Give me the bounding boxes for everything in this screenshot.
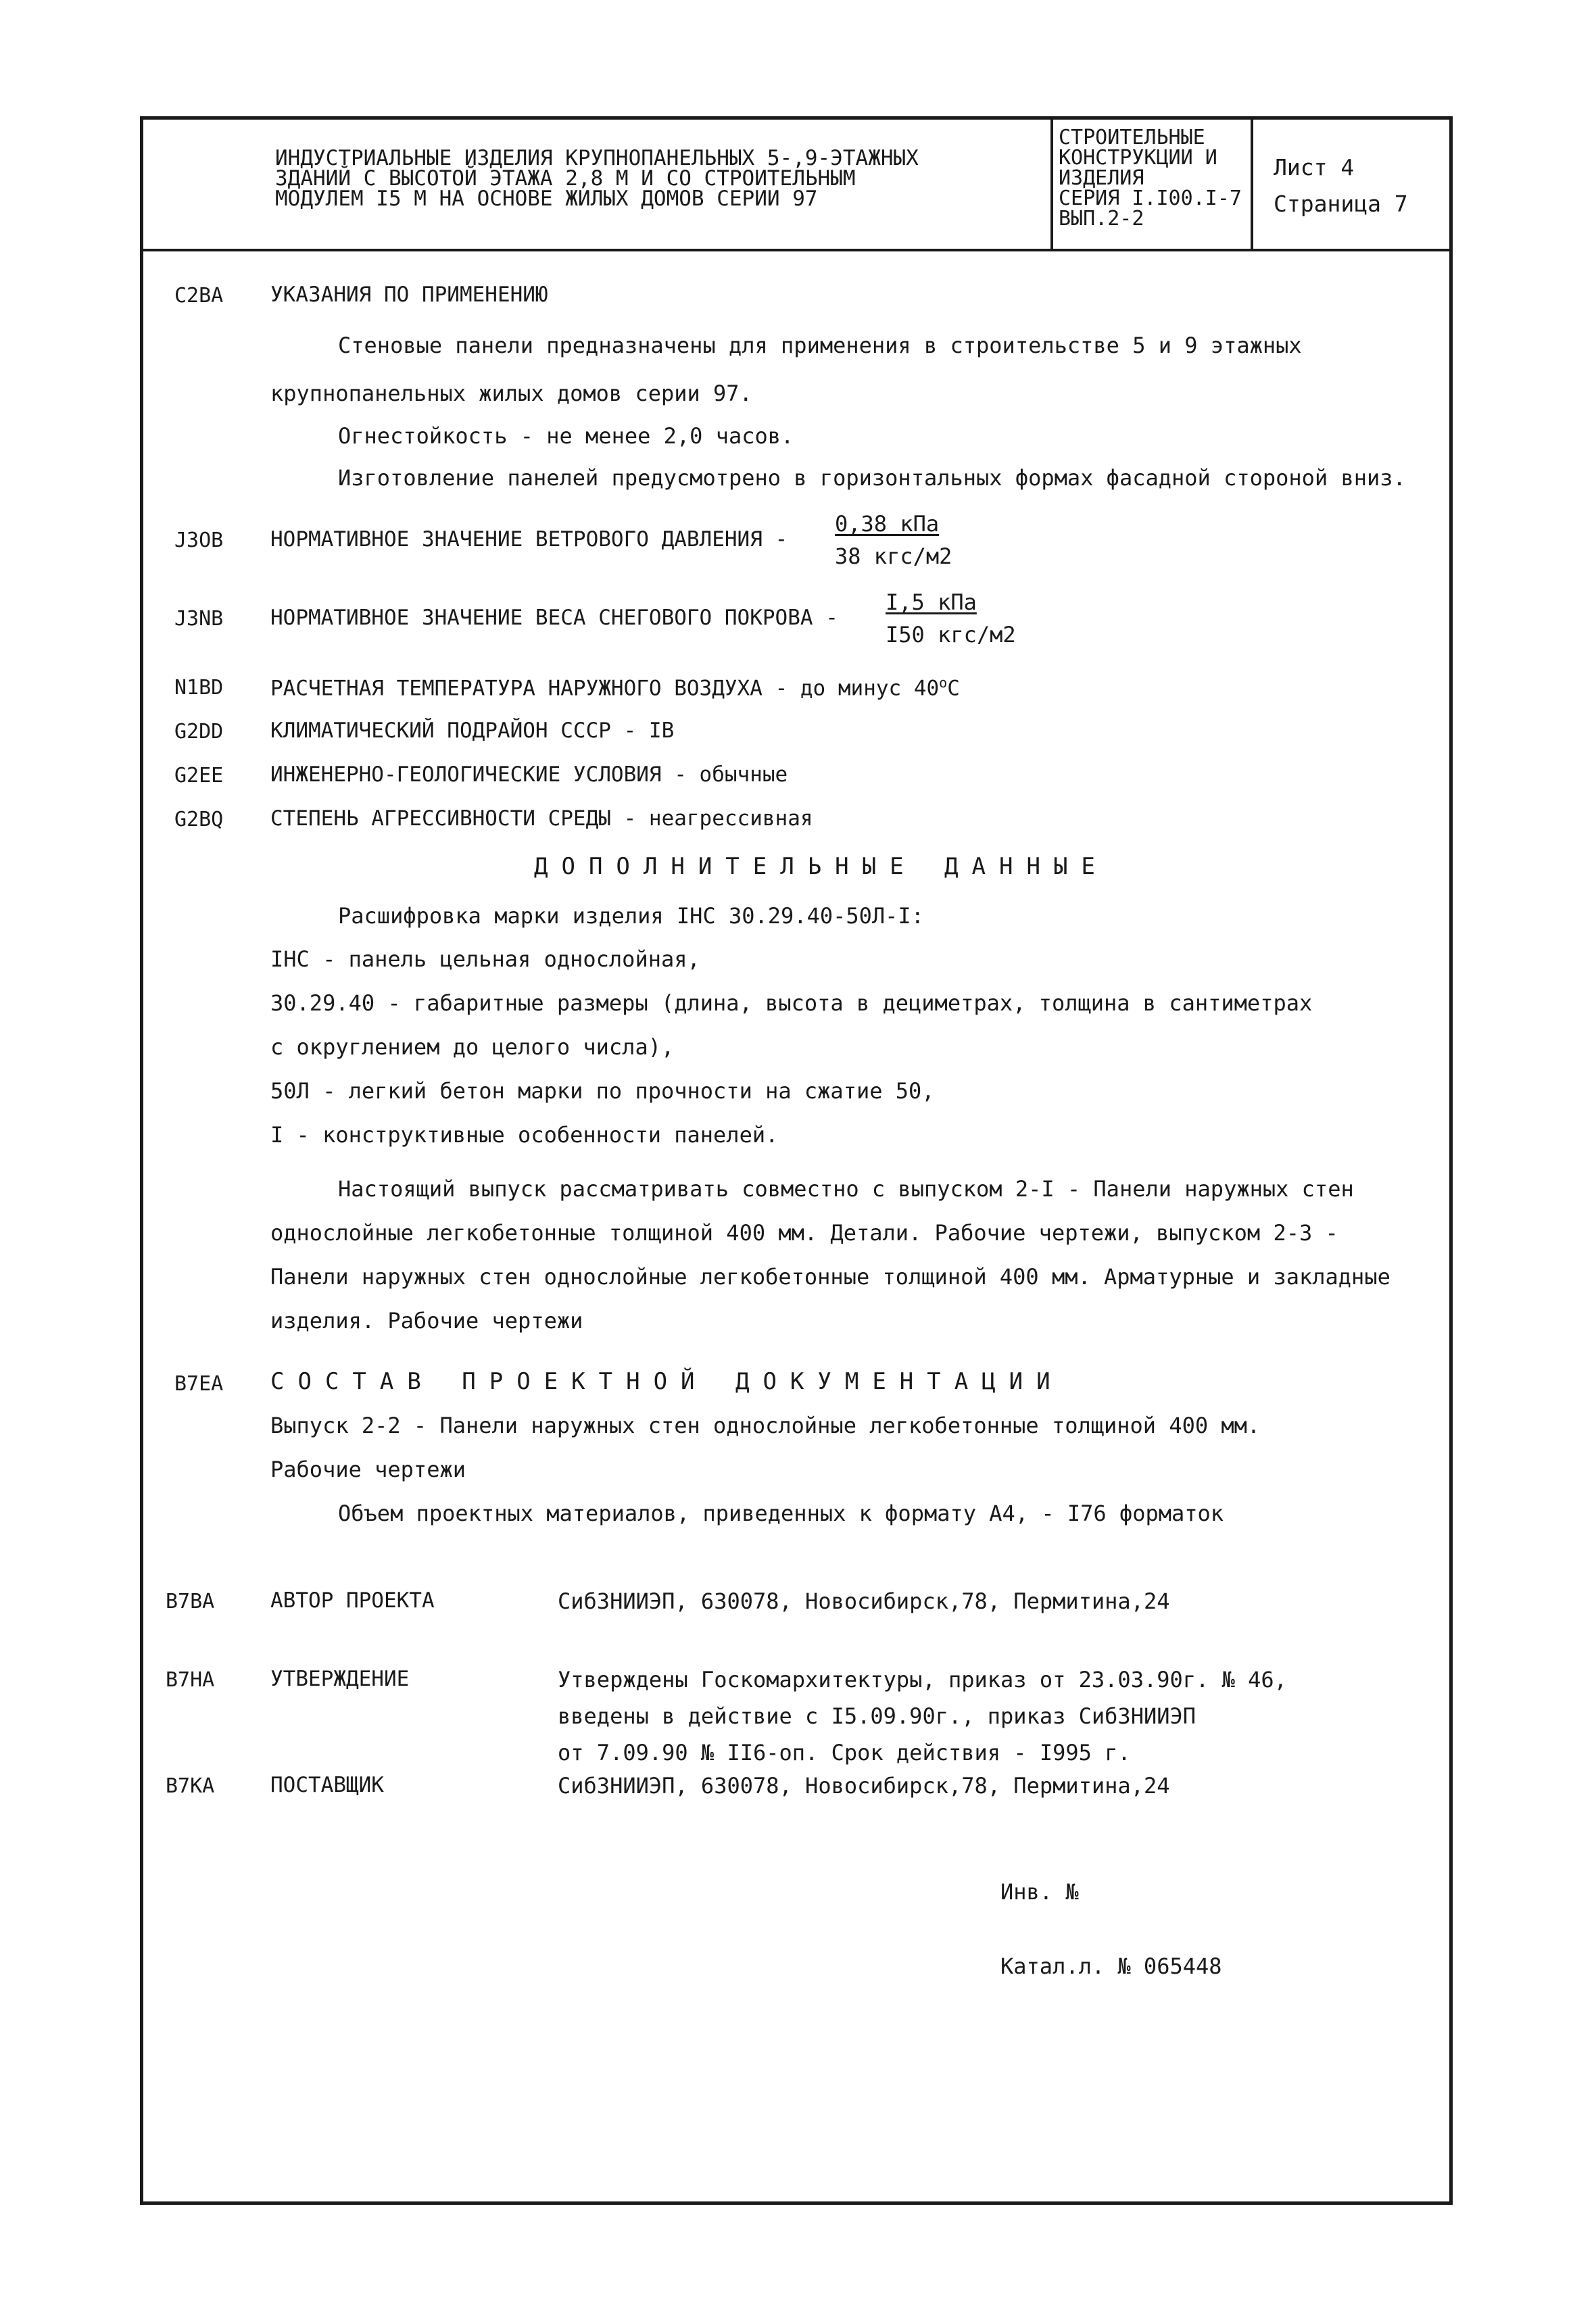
temperature-line: РАСЧЕТНАЯ ТЕМПЕРАТУРА НАРУЖНОГО ВОЗДУХА - до минус $40^оС$ bbox=[270, 675, 960, 701]
sheet-info bbox=[1274, 149, 1408, 222]
author-label: АВТОР ПРОЕКТА bbox=[270, 1588, 435, 1613]
docs-line: Выпуск 2-2 - Панели наружных стен однослойные легкобетонные толщиной 400 мм. bbox=[270, 1413, 1261, 1438]
series-block: СТРОИТЕЛЬНЫЕ КОНСТРУКЦИИ И ИЗДЕЛИЯ СЕРИЯ I.I00.I-7 ВЫП.2-2 bbox=[1050, 120, 1253, 249]
usage-line: Огнестойкость - не менее 2,0 часов. bbox=[338, 423, 794, 449]
docs-heading: СОСТАВ ПРОЕКТНОЙ ДОКУМЕНТАЦИИ bbox=[270, 1368, 1064, 1395]
extra-line: Расшифровка марки изделия IНС 30.29.40-50Л-I: bbox=[338, 903, 924, 929]
document-title: ИНДУСТРИАЛЬНЫЕ ИЗДЕЛИЯ КРУПНОПАНЕЛЬНЫХ 5-,9-ЭТАЖНЫХ ЗДАНИЙ С ВЫСОТОЙ ЭТАЖА 2,8 М И СО СТРОИТЕЛЬНЫМ МОДУЛЕМ I5 М НА ОСНОВЕ ЖИЛЫХ ДОМОВ СЕРИИ 97 bbox=[275, 146, 919, 211]
code-b7ha: B7HA bbox=[166, 1668, 215, 1692]
extra-heading: ДОПОЛНИТЕЛЬНЫЕ ДАННЫЕ bbox=[534, 853, 1109, 880]
usage-line: крупнопанельных жилых домов серии 97. bbox=[270, 381, 752, 406]
code-b7ea: B7EA bbox=[174, 1372, 224, 1396]
code-g2bq: G2BQ bbox=[174, 808, 224, 831]
code-c2ba: C2BA bbox=[174, 284, 224, 308]
code-g2dd: G2DD bbox=[174, 720, 224, 744]
wind-label: НОРМАТИВНОЕ ЗНАЧЕНИЕ ВЕТРОВОГО ДАВЛЕНИЯ - bbox=[270, 527, 788, 552]
approval-line: от 7.09.90 № II6-оп. Срок действия - I995 г. bbox=[558, 1740, 1131, 1765]
extra-line: Настоящий выпуск рассматривать совместно с выпуском 2-I - Панели наружных стен bbox=[338, 1176, 1354, 1202]
code-j30b: J3OB bbox=[174, 529, 224, 552]
extra-line: I - конструктивные особенности панелей. bbox=[270, 1122, 779, 1148]
approval-line: введены в действие с I5.09.90г., приказ СибЗНИИЭП bbox=[558, 1703, 1196, 1729]
code-g2ee: G2EE bbox=[174, 764, 224, 787]
usage-line: Изготовление панелей предусмотрено в горизонтальных формах фасадной стороной вниз. bbox=[338, 465, 1406, 491]
extra-line: IНС - панель цельная однослойная, bbox=[270, 946, 700, 972]
author-value: СибЗНИИЭП, 630078, Новосибирск,78, Пермитина,24 bbox=[558, 1588, 1170, 1614]
extra-line: 30.29.40 - габаритные размеры (длина, высота в дециметрах, толщина в сантиметрах bbox=[270, 990, 1313, 1016]
extra-line: Панели наружных стен однослойные легкобетонные толщиной 400 мм. Арматурные и закладные bbox=[270, 1264, 1391, 1290]
usage-line: Стеновые панели предназначены для применения в строительстве 5 и 9 этажных bbox=[338, 333, 1302, 358]
extra-line: с округлением до целого числа), bbox=[270, 1034, 675, 1060]
approval-label: УТВЕРЖДЕНИЕ bbox=[270, 1667, 410, 1691]
snow-value: I,5 кПа I50 кгс/м2 bbox=[886, 589, 1016, 648]
climate-line: КЛИМАТИЧЕСКИЙ ПОДРАЙОН СССР - IВ bbox=[270, 718, 675, 743]
page-frame bbox=[140, 116, 1453, 2205]
page-number: Страница 7 bbox=[1274, 191, 1408, 217]
code-b7ba: B7BA bbox=[166, 1590, 215, 1613]
usage-heading: УКАЗАНИЯ ПО ПРИМЕНЕНИЮ bbox=[270, 283, 548, 307]
wind-value: 0,38 кПа 38 кгс/м2 bbox=[835, 511, 952, 569]
aggressiveness-line: СТЕПЕНЬ АГРЕССИВНОСТИ СРЕДЫ - неагрессивная bbox=[270, 806, 813, 831]
geology-line: ИНЖЕНЕРНО-ГЕОЛОГИЧЕСКИЕ УСЛОВИЯ - обычные bbox=[270, 762, 788, 787]
supplier-label: ПОСТАВЩИК bbox=[270, 1773, 384, 1797]
supplier-value: СибЗНИИЭП, 630078, Новосибирск,78, Пермитина,24 bbox=[558, 1773, 1170, 1799]
code-b7ka: B7KA bbox=[166, 1774, 215, 1798]
header bbox=[143, 120, 1449, 251]
snow-label: НОРМАТИВНОЕ ЗНАЧЕНИЕ ВЕСА СНЕГОВОГО ПОКРОВА - bbox=[270, 606, 838, 630]
catalog-number: Катал.л. № 065448 bbox=[1000, 1953, 1222, 1979]
extra-line: изделия. Рабочие чертежи bbox=[270, 1308, 583, 1334]
inventory-number: Инв. № bbox=[1000, 1879, 1079, 1905]
extra-line: однослойные легкобетонные толщиной 400 мм. Детали. Рабочие чертежи, выпуском 2-3 - bbox=[270, 1220, 1338, 1246]
code-n1bd: N1BD bbox=[174, 676, 224, 700]
sheet-number: Лист 4 bbox=[1274, 154, 1355, 180]
docs-line: Рабочие чертежи bbox=[270, 1457, 466, 1482]
docs-line: Объем проектных материалов, приведенных к формату А4, - I76 форматок bbox=[338, 1501, 1224, 1526]
approval-line: Утверждены Госкомархитектуры, приказ от 23.03.90г. № 46, bbox=[558, 1667, 1287, 1692]
extra-line: 50Л - легкий бетон марки по прочности на сжатие 50, bbox=[270, 1078, 935, 1104]
code-j3nb: J3NB bbox=[174, 607, 224, 631]
